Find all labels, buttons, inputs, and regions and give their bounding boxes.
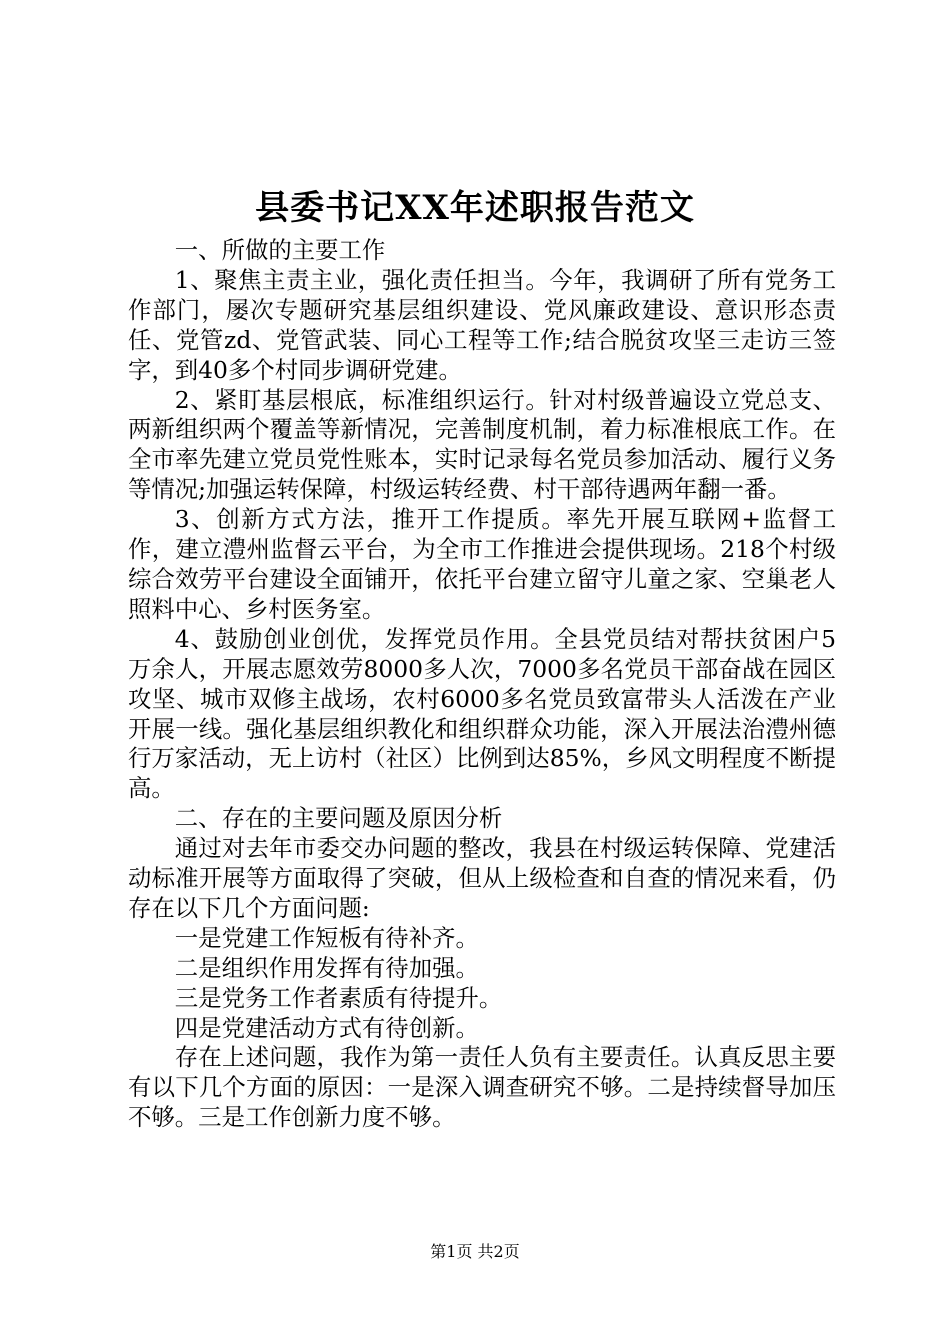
paragraph: 1、聚焦主责主业，强化责任担当。今年，我调研了所有党务工作部门，屡次专题研究基层组织建设、党风廉政建设、意识形态责任、党管zd、党管武装、同心工程等工作;结合脱贫攻坚三走访三签字，到40多个村同步调研党建。 [128, 265, 836, 384]
list-item: 一是党建工作短板有待补齐。 [174, 923, 479, 952]
section-heading: 二、存在的主要问题及原因分析 [174, 804, 503, 833]
document-body [128, 236, 836, 1133]
paragraph: 3、创新方式方法，推开工作提质。率先开展互联网+监督工作，建立澧州监督云平台，为全市工作推进会提供现场。218个村级综合效劳平台建设全面铺开，依托平台建立留守儿童之家、空巢老人照料中心、乡村医务室。 [128, 505, 836, 623]
list-item: 三是党务工作者素质有待提升。 [174, 983, 503, 1012]
list-item: 二是组织作用发挥有待加强。 [174, 953, 479, 982]
paragraph: 存在上述问题，我作为第一责任人负有主要责任。认真反思主要有以下几个方面的原因：一是深入调查研究不够。二是持续督导加压不够。三是工作创新力度不够。 [128, 1043, 836, 1132]
paragraph: 4、鼓励创业创优，发挥党员作用。全县党员结对帮扶贫困户5万余人，开展志愿效劳8000多人次，7000多名党员干部奋战在园区攻坚、城市双修主战场，农村6000多名党员致富带头人活泼在产业开展一线。强化基层组织教化和组织群众功能，深入开展法治澧州德行万家活动，无上访村（社区）比例到达85%，乡风文明程度不断提高。 [128, 624, 836, 803]
paragraph: 2、紧盯基层根底，标准组织运行。针对村级普遍设立党总支、两新组织两个覆盖等新情况，完善制度机制，着力标准根底工作。在全市率先建立党员党性账本，实时记录每名党员参加活动、履行义务等情况;加强运转保障，村级运转经费、村干部待遇两年翻一番。 [128, 385, 836, 504]
section-heading: 一、所做的主要工作 [174, 236, 386, 264]
paragraph: 通过对去年市委交办问题的整改，我县在村级运转保障、党建活动标准开展等方面取得了突破，但从上级检查和自查的情况来看，仍存在以下几个方面问题: [128, 834, 836, 922]
list-item: 四是党建活动方式有待创新。 [174, 1013, 479, 1042]
page-number-footer: 第1页 共2页 [430, 1242, 520, 1261]
document-title: 县委书记XX年述职报告范文 [255, 188, 695, 228]
